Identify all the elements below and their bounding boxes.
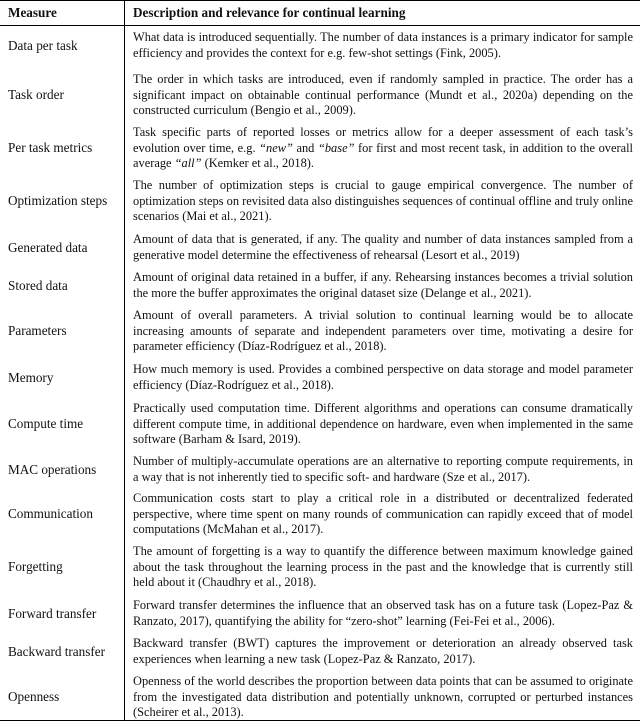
measure-cell: Forward transfer	[8, 606, 97, 621]
measure-cell: Per task metrics	[8, 140, 93, 155]
desc-text: for first and most recent task, in addition to the overall average	[133, 140, 633, 170]
measure-cell: Openness	[8, 689, 60, 704]
table-header	[0, 0, 640, 25]
measure-cell: Task order	[8, 87, 64, 102]
description-cell: Forward transfer determines the influence that an observed task has on a future task (Lopez-Paz & Ranzato, 2017), quantifying the ability for “zero-shot” learning (Fei-Fei et al., 2006).	[133, 598, 633, 628]
description-cell	[133, 125, 633, 172]
header-measure: Measure	[8, 5, 57, 20]
description-cell: Communication costs start to play a critical role in a distributed or decentralized federated perspective, where time spent on many rounds of communication can rapidly exceed that of model computations (McMahan et al., 2017).	[133, 491, 633, 536]
description-cell: What data is introduced sequentially. The number of data instances is a primary indicator for sample efficiency and provides the context for e.g. few-shot settings (Fink, 2005).	[133, 30, 633, 60]
description-cell: Amount of original data retained in a buffer, if any. Rehearsing instances becomes a trivial solution the more the buffer approximates the original dataset size (Delange et al., 2021).	[133, 270, 633, 300]
desc-term-new: “new”	[259, 140, 293, 155]
bottom-rule	[0, 720, 640, 721]
description-cell: The number of optimization steps is crucial to gauge empirical convergence. The number of optimization steps on revisited data also distinguishes sequences of continual offline and truly online scenarios (Mai et al., 2021).	[133, 178, 633, 223]
description-cell: Amount of data that is generated, if any. The quality and number of data instances sampled from a generative model determine the effectiveness of rehearsal (Lesort et al., 2019)	[133, 232, 633, 262]
measure-cell: Forgetting	[8, 559, 63, 574]
measure-cell: Data per task	[8, 38, 78, 53]
description-cell: How much memory is used. Provides a combined perspective on data storage and model parameter efficiency (Díaz-Rodríguez et al., 2018).	[133, 362, 633, 392]
measure-cell: Parameters	[8, 323, 67, 338]
desc-text: Task specific parts of reported losses or metrics allow for a deeper assessment of each task’s evolution over time, e.g.	[133, 125, 633, 155]
desc-term-base: “base”	[317, 140, 355, 155]
measure-cell: Optimization steps	[8, 193, 108, 208]
desc-term-all: “all”	[174, 156, 202, 170]
description-cell: Backward transfer (BWT) captures the improvement or deterioration an already observed task experiences when learning a new task (Lopez-Paz & Ranzato, 2017).	[133, 636, 633, 666]
description-cell: Amount of overall parameters. A trivial solution to continual learning would be to allocate increasing amounts of separate and independent parameters over time, motivating a desire for parameter efficiency (Díaz-Rodríguez et al., 2018).	[133, 308, 633, 353]
measure-cell: Stored data	[8, 278, 68, 293]
header-rule	[0, 25, 640, 26]
measure-cell: Generated data	[8, 240, 88, 255]
measure-cell: Compute time	[8, 416, 84, 431]
column-divider	[124, 0, 125, 720]
description-cell: The amount of forgetting is a way to quantify the difference between maximum knowledge gained about the task throughout the learning process in the past and the knowledge that is currently still held about it (Chaudhry et al., 2018).	[133, 544, 633, 589]
header-description: Description and relevance for continual learning	[133, 5, 406, 20]
measure-cell: Backward transfer	[8, 644, 106, 659]
description-cell: The order in which tasks are introduced, even if randomly sampled in practice. The order has a significant impact on obtainable continual performance (Mundt et al., 2020a) depending on the constructed curriculum (Bengio et al., 2009).	[133, 72, 633, 117]
description-cell: Practically used computation time. Different algorithms and operations can consume dramatically different compute time, in additional dependence on hardware, even when implemented in the same software (Barham & Isard, 2019).	[133, 401, 633, 446]
description-cell: Number of multiply-accumulate operations are an alternative to reporting compute requirements, in a way that is not inherently tied to specific soft- and hardware (Sze et al., 2017).	[133, 454, 633, 484]
desc-text: (Kemker et al., 2018).	[201, 156, 315, 170]
measure-cell: Memory	[8, 370, 54, 385]
measure-cell: Communication	[8, 506, 93, 521]
desc-text: and	[292, 140, 318, 155]
measure-cell: MAC operations	[8, 462, 97, 477]
description-cell: Openness of the world describes the proportion between data points that can be assumed to originate from the investigated data distribution and potentially unknown, corrupted or perturbed instances (Scheirer et al., 2013).	[133, 674, 633, 719]
